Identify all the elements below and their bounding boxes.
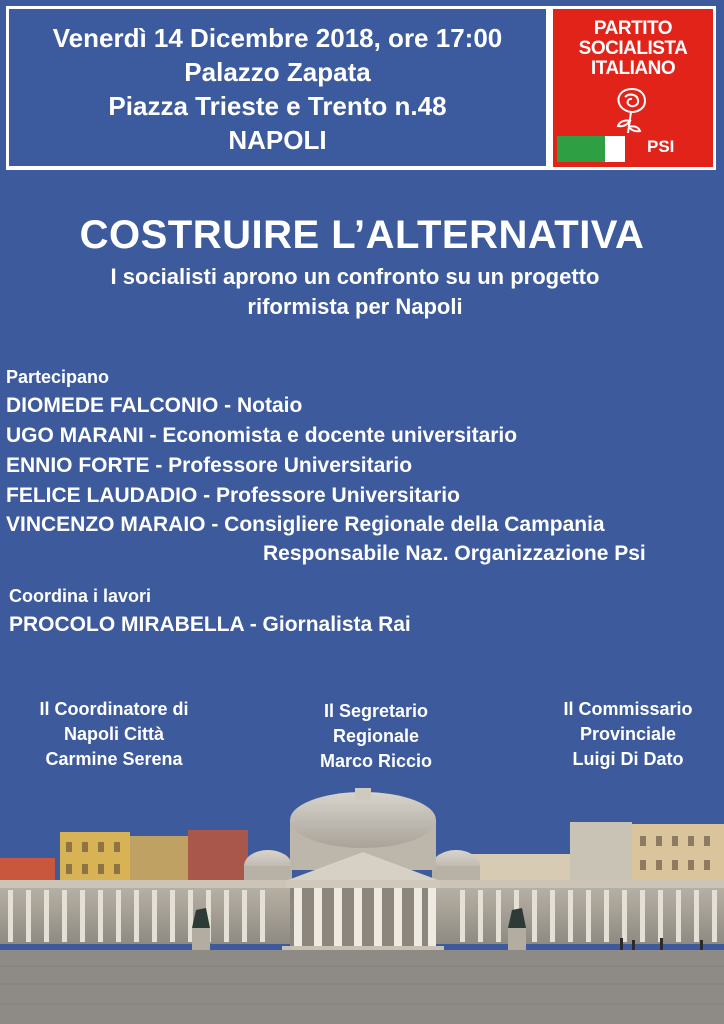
event-date: Venerdì 14 Dicembre 2018, ore 17:00 xyxy=(52,23,503,53)
signatory-name: Carmine Serena xyxy=(45,749,183,769)
psi-badge: PSI xyxy=(647,137,675,156)
participant-item-continuation: Responsabile Naz. Organizzazione Psi xyxy=(263,542,646,565)
signatory-role: Napoli Città xyxy=(63,724,164,744)
event-info-box xyxy=(9,9,546,166)
subtitle-line-1: I socialisti aprono un confronto su un progetto xyxy=(110,264,600,289)
participant-item: FELICE LAUDADIO - Professore Universitario xyxy=(6,484,460,507)
signatory-coordinator xyxy=(14,697,214,772)
signatory-role: Il Segretario xyxy=(323,701,429,721)
event-venue: Palazzo Zapata xyxy=(184,57,371,87)
event-city: NAPOLI xyxy=(228,125,327,155)
participant-item: ENNIO FORTE - Professore Universitario xyxy=(6,454,413,477)
participant-item: UGO MARANI - Economista e docente universitario xyxy=(6,424,518,447)
participant-item: DIOMEDE FALCONIO - Notaio xyxy=(6,394,303,417)
signatory-commissioner xyxy=(528,697,724,772)
subtitle-line-2: riformista per Napoli xyxy=(247,294,463,319)
signatory-role: Il Commissario xyxy=(563,699,693,719)
signatory-role: Provinciale xyxy=(579,724,677,744)
moderator-label: Coordina i lavori xyxy=(9,586,152,606)
event-header xyxy=(6,6,716,170)
signatory-name: Luigi Di Dato xyxy=(572,749,684,769)
italian-flag xyxy=(557,136,709,162)
logo-line-1: PARTITO xyxy=(593,18,673,39)
page-title: COSTRUIRE L’ALTERNATIVA xyxy=(79,213,645,257)
participant-item: VINCENZO MARAIO - Consigliere Regionale della Campania xyxy=(6,513,605,536)
event-address: Piazza Trieste e Trento n.48 xyxy=(108,91,447,121)
piazza-plebiscito-illustration xyxy=(0,780,724,1024)
signatory-role: Regionale xyxy=(332,726,420,746)
participants-label: Partecipano xyxy=(6,367,110,387)
logo-line-3: ITALIANO xyxy=(590,58,676,79)
moderator-name: PROCOLO MIRABELLA - Giornalista Rai xyxy=(9,613,411,636)
psi-logo xyxy=(553,9,713,167)
signatory-name: Marco Riccio xyxy=(319,751,433,771)
signatory-secretary xyxy=(276,699,476,774)
rose-icon xyxy=(609,83,655,135)
logo-line-2: SOCIALISTA xyxy=(578,38,688,59)
signatory-role: Il Coordinatore di xyxy=(39,699,189,719)
